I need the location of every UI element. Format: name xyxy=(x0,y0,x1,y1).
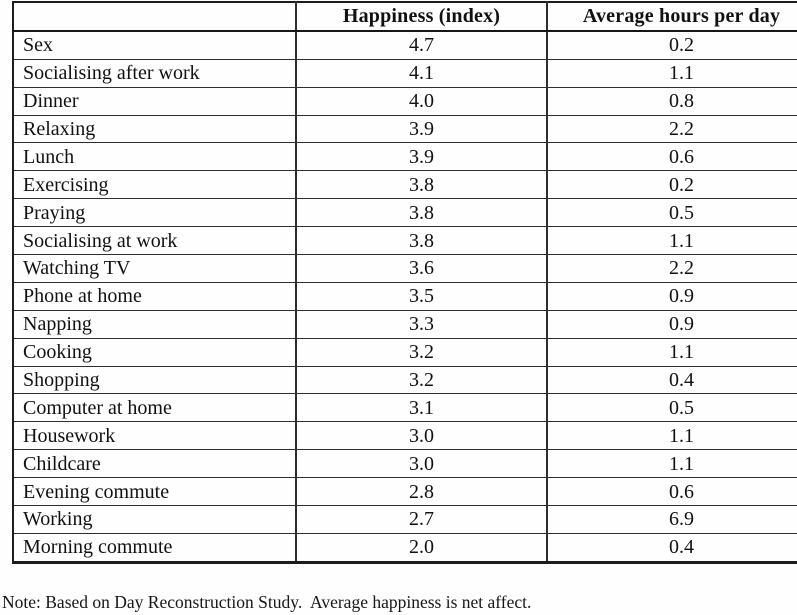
table-row xyxy=(13,255,797,283)
happiness-value-cell: 3.9 xyxy=(296,115,547,143)
hours-value-cell: 0.4 xyxy=(547,366,797,394)
activity-cell: Napping xyxy=(13,310,296,338)
hours-value-cell: 0.6 xyxy=(547,143,797,171)
table-footnote: Note: Based on Day Reconstruction Study. Average happiness is net affect. xyxy=(2,592,532,612)
table-header-row xyxy=(13,2,797,31)
happiness-value-cell: 3.5 xyxy=(296,282,547,310)
activity-cell: Childcare xyxy=(13,450,296,478)
happiness-value-cell: 3.8 xyxy=(296,227,547,255)
hours-value-cell: 1.1 xyxy=(547,227,797,255)
happiness-value-cell: 3.9 xyxy=(296,143,547,171)
activity-cell: Dinner xyxy=(13,87,296,115)
hours-value-cell: 0.5 xyxy=(547,199,797,227)
hours-value-cell: 1.1 xyxy=(547,338,797,366)
happiness-value-cell: 3.8 xyxy=(296,199,547,227)
hours-value-cell: 0.9 xyxy=(547,310,797,338)
activity-cell: Relaxing xyxy=(13,115,296,143)
happiness-value-cell: 3.0 xyxy=(296,450,547,478)
activity-cell: Cooking xyxy=(13,338,296,366)
hours-value-cell: 6.9 xyxy=(547,506,797,534)
activity-cell: Praying xyxy=(13,199,296,227)
activity-cell: Phone at home xyxy=(13,282,296,310)
activity-cell: Exercising xyxy=(13,171,296,199)
table-row xyxy=(13,450,797,478)
happiness-value-cell: 2.0 xyxy=(296,533,547,562)
happiness-value-cell: 3.3 xyxy=(296,310,547,338)
happiness-value-cell: 4.0 xyxy=(296,87,547,115)
hours-value-cell: 1.1 xyxy=(547,450,797,478)
activity-cell: Shopping xyxy=(13,366,296,394)
happiness-value-cell: 4.7 xyxy=(296,31,547,59)
happiness-value-cell: 3.2 xyxy=(296,338,547,366)
hours-value-cell: 0.6 xyxy=(547,478,797,506)
table-row xyxy=(13,282,797,310)
hours-value-cell: 2.2 xyxy=(547,115,797,143)
table-row xyxy=(13,394,797,422)
activity-cell: Morning commute xyxy=(13,533,296,562)
happiness-value-cell: 2.8 xyxy=(296,478,547,506)
header-cell-activity xyxy=(13,2,296,31)
hours-value-cell: 0.2 xyxy=(547,31,797,59)
table-row xyxy=(13,115,797,143)
activity-cell: Lunch xyxy=(13,143,296,171)
table-row xyxy=(13,338,797,366)
hours-value-cell: 1.1 xyxy=(547,59,797,87)
hours-value-cell: 0.9 xyxy=(547,282,797,310)
table-row xyxy=(13,366,797,394)
table-row xyxy=(13,59,797,87)
activity-cell: Socialising after work xyxy=(13,59,296,87)
happiness-value-cell: 4.1 xyxy=(296,59,547,87)
activities-happiness-table xyxy=(12,1,797,564)
hours-value-cell: 0.2 xyxy=(547,171,797,199)
happiness-value-cell: 3.1 xyxy=(296,394,547,422)
table-row xyxy=(13,310,797,338)
table-body xyxy=(13,31,797,562)
table-row xyxy=(13,199,797,227)
hours-value-cell: 1.1 xyxy=(547,422,797,450)
activity-cell: Evening commute xyxy=(13,478,296,506)
hours-value-cell: 0.4 xyxy=(547,533,797,562)
hours-value-cell: 0.8 xyxy=(547,87,797,115)
table-row xyxy=(13,171,797,199)
table-row xyxy=(13,533,797,562)
table-row xyxy=(13,478,797,506)
table-row xyxy=(13,87,797,115)
table-row xyxy=(13,422,797,450)
activity-cell: Working xyxy=(13,506,296,534)
table-row xyxy=(13,143,797,171)
header-cell-happiness-index: Happiness (index) xyxy=(296,2,547,31)
activity-cell: Housework xyxy=(13,422,296,450)
activity-cell: Computer at home xyxy=(13,394,296,422)
activity-cell: Socialising at work xyxy=(13,227,296,255)
hours-value-cell: 0.5 xyxy=(547,394,797,422)
activity-cell: Watching TV xyxy=(13,255,296,283)
happiness-value-cell: 3.6 xyxy=(296,255,547,283)
header-cell-average-hours: Average hours per day xyxy=(547,2,797,31)
table-row xyxy=(13,506,797,534)
hours-value-cell: 2.2 xyxy=(547,255,797,283)
happiness-value-cell: 3.0 xyxy=(296,422,547,450)
happiness-value-cell: 2.7 xyxy=(296,506,547,534)
happiness-value-cell: 3.2 xyxy=(296,366,547,394)
happiness-value-cell: 3.8 xyxy=(296,171,547,199)
activity-cell: Sex xyxy=(13,31,296,59)
table-row xyxy=(13,31,797,59)
table-row xyxy=(13,227,797,255)
